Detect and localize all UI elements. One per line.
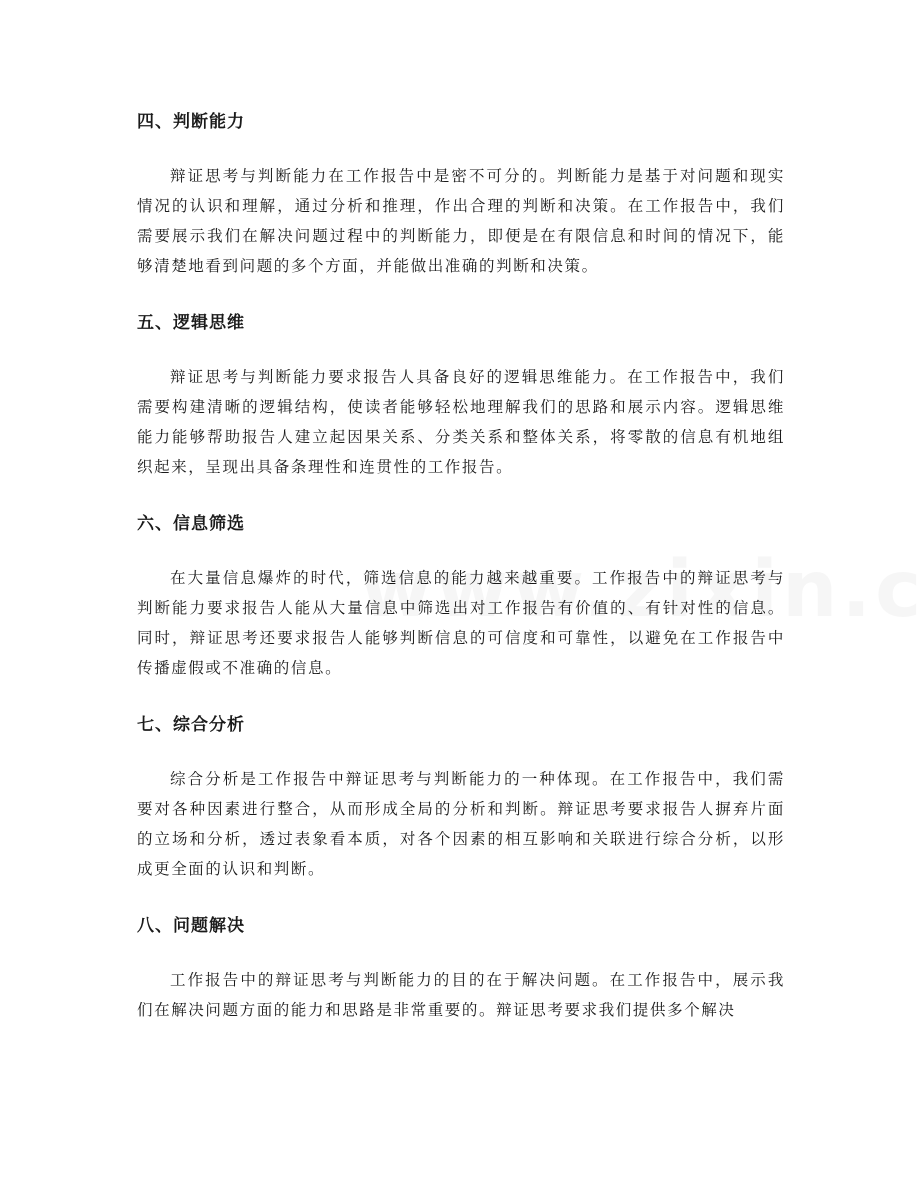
section-logic bbox=[137, 304, 785, 505]
section-paragraph: 综合分析是工作报告中辩证思考与判断能力的一种体现。在工作报告中，我们需要对各种因素进行整合，从而形成全局的分析和判断。辩证思考要求报告人摒弃片面的立场和分析，透过表象看本质，对各个因素的相互影响和关联进行综合分析，以形成更全面的认识和判断。 bbox=[137, 770, 785, 878]
section-judgment bbox=[137, 103, 785, 304]
section-heading: 七、综合分析 bbox=[137, 715, 245, 735]
section-paragraph: 辩证思考与判断能力在工作报告中是密不可分的。判断能力是基于对问题和现实情况的认识和理解，通过分析和推理，作出合理的判断和决策。在工作报告中，我们需要展示我们在解决问题过程中的判断能力，即便是在有限信息和时间的情况下，能够清楚地看到问题的多个方面，并能做出准确的判断和决策。 bbox=[137, 167, 785, 275]
section-heading: 五、逻辑思维 bbox=[137, 313, 245, 333]
section-info-filter bbox=[137, 505, 785, 706]
section-paragraph: 在大量信息爆炸的时代，筛选信息的能力越来越重要。工作报告中的辩证思考与判断能力要求报告人能从大量信息中筛选出对工作报告有价值的、有针对性的信息。同时，辩证思考还要求报告人能够判断信息的可信度和可靠性，以避免在工作报告中传播虚假或不准确的信息。 bbox=[137, 569, 785, 677]
section-paragraph: 辩证思考与判断能力要求报告人具备良好的逻辑思维能力。在工作报告中，我们需要构建清晰的逻辑结构，使读者能够轻松地理解我们的思路和展示内容。逻辑思维能力能够帮助报告人建立起因果关系、分类关系和整体关系，将零散的信息有机地组织起来，呈现出具备条理性和连贯性的工作报告。 bbox=[137, 368, 785, 476]
section-analysis bbox=[137, 706, 785, 907]
section-problem-solving bbox=[137, 907, 785, 1025]
section-heading: 八、问题解决 bbox=[137, 916, 245, 936]
section-heading: 六、信息筛选 bbox=[137, 514, 245, 534]
section-paragraph: 工作报告中的辩证思考与判断能力的目的在于解决问题。在工作报告中，展示我们在解决问题方面的能力和思路是非常重要的。辩证思考要求我们提供多个解决 bbox=[137, 971, 785, 1019]
section-heading: 四、判断能力 bbox=[137, 112, 245, 132]
document-body bbox=[137, 103, 785, 1025]
